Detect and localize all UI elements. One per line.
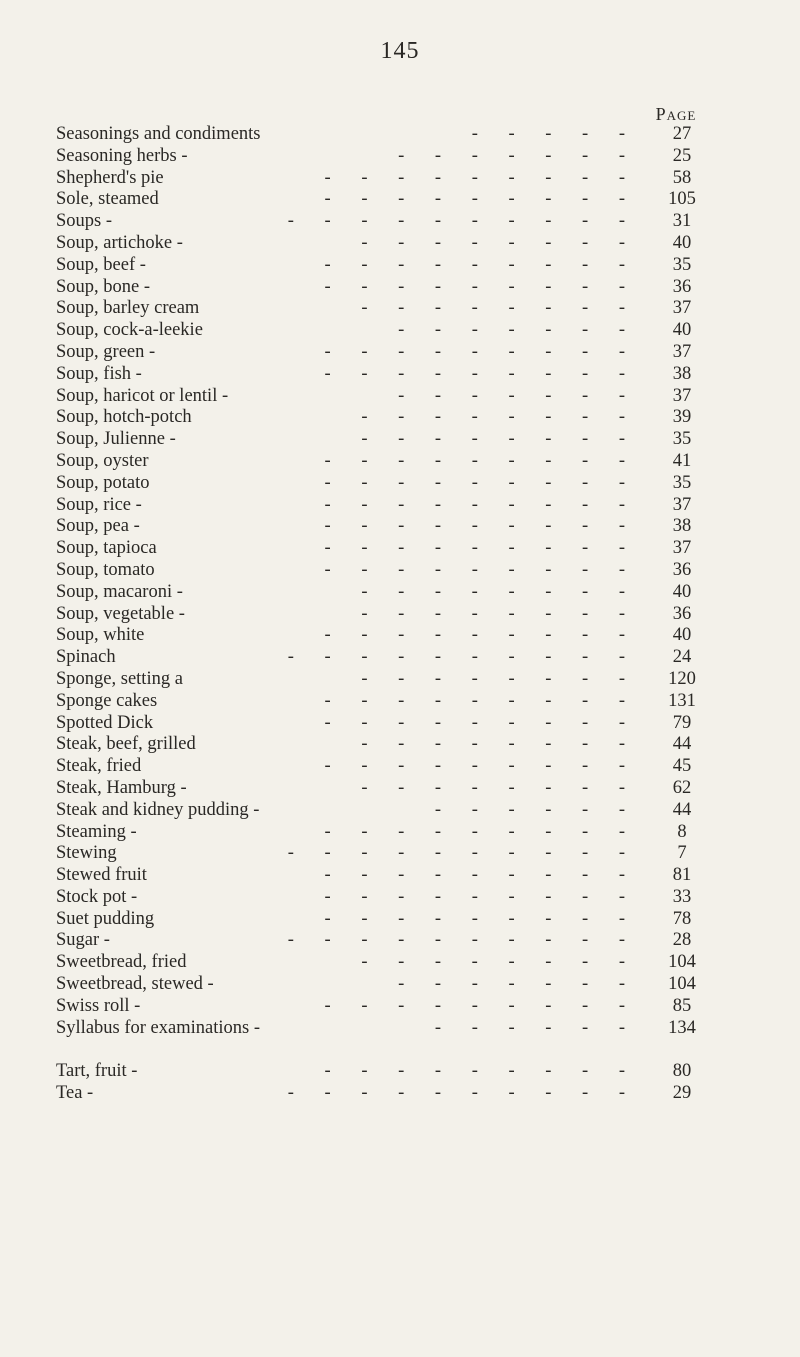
entry-page-number: 37	[672, 385, 692, 406]
entry-page-number: 27	[672, 124, 692, 144]
index-entry	[56, 1018, 716, 1040]
index-entry	[56, 429, 716, 451]
leader-dashes: - - - - - - - - -	[324, 167, 638, 188]
entry-label: Sweetbread, fried	[56, 952, 192, 974]
index-entry	[56, 189, 716, 211]
leader-dashes: - - - - - - -	[398, 145, 638, 166]
index-entry	[56, 233, 716, 255]
index-entry	[56, 211, 716, 233]
entry-label: Spinach	[56, 647, 122, 669]
entry-page-number: 39	[672, 407, 692, 428]
index-entry	[56, 669, 716, 691]
entry-page-number: 44	[672, 799, 692, 820]
entry-label: Steak, Hamburg -	[56, 778, 193, 800]
entry-page-number: 81	[672, 865, 692, 886]
entry-label: Soup, potato	[56, 473, 156, 495]
entry-page-number: 80	[672, 1061, 692, 1082]
entry-page-number: 45	[672, 756, 692, 777]
leader-dashes: - - - - - - - - -	[324, 865, 638, 886]
leader-dashes: - - - - - - - -	[361, 298, 638, 319]
leader-dashes: - - - - - - - - - -	[287, 647, 638, 668]
leader-dashes: - - - - - - - - -	[324, 472, 638, 493]
entry-label: Soup, fish -	[56, 364, 148, 386]
leader-dashes: - - - - - - - -	[361, 603, 638, 624]
entry-page-number: 58	[672, 167, 692, 188]
entry-label: Soup, beef -	[56, 255, 152, 277]
index-entry	[56, 582, 716, 604]
entry-page-number: 35	[672, 472, 692, 493]
entry-label: Soup, white	[56, 625, 150, 647]
entry-page-number: 41	[672, 450, 692, 471]
entry-label: Seasoning herbs -	[56, 146, 194, 168]
index-entry	[56, 691, 716, 713]
index-entry	[56, 625, 716, 647]
entry-page-number: 85	[672, 995, 692, 1016]
index-entry	[56, 822, 716, 844]
leader-dashes: - - - - - - - - -	[324, 559, 638, 580]
leader-dashes: - - - - - - - - - -	[287, 1083, 638, 1104]
index-entry	[56, 386, 716, 408]
entry-page-number: 37	[672, 494, 692, 515]
entry-page-number: 37	[672, 538, 692, 559]
entry-label: Suet pudding	[56, 909, 160, 931]
entry-page-number: 8	[677, 821, 687, 842]
entry-label: Soup, rice -	[56, 495, 148, 517]
index-entry	[56, 124, 716, 146]
entry-page-number: 24	[672, 647, 692, 668]
leader-dashes: - - - - - - - - -	[324, 995, 638, 1016]
leader-dashes: - - - - - - - - - -	[287, 930, 638, 951]
entry-page-number: 25	[672, 145, 692, 166]
leader-dashes: - - - - - - - - -	[324, 821, 638, 842]
index-entry	[56, 974, 716, 996]
entry-page-number: 33	[672, 886, 692, 907]
entry-page-number: 37	[672, 298, 692, 319]
leader-dashes: - - - - - - - - -	[324, 516, 638, 537]
entry-page-number: 44	[672, 734, 692, 755]
entry-page-number: 40	[672, 625, 692, 646]
leader-dashes: - - - - - - - - -	[324, 1061, 638, 1082]
index-entry	[56, 996, 716, 1018]
entry-label: Soup, vegetable -	[56, 604, 191, 626]
index-entry	[56, 560, 716, 582]
index-entry	[56, 909, 716, 931]
leader-dashes: - - - - - - -	[398, 385, 638, 406]
index-entry	[56, 277, 716, 299]
leader-dashes: - - - - - - - - -	[324, 254, 638, 275]
entry-page-number: 36	[672, 603, 692, 624]
entry-label: Tart, fruit -	[56, 1061, 143, 1083]
leader-dashes: - - - - - - - - -	[324, 756, 638, 777]
entry-label: Soup, haricot or lentil -	[56, 386, 234, 408]
entry-label: Soup, tomato	[56, 560, 161, 582]
index-entry	[56, 778, 716, 800]
entry-label: Steak, fried	[56, 756, 147, 778]
page-column-heading: Page	[655, 104, 697, 124]
entry-label: Soup, tapioca	[56, 538, 163, 560]
entry-page-number: 28	[672, 930, 692, 951]
entry-page-number: 35	[672, 429, 692, 450]
entry-label: Steak and kidney pudding -	[56, 800, 265, 822]
leader-dashes: - - - - - - - - -	[324, 341, 638, 362]
entry-label: Steaming -	[56, 822, 143, 844]
leader-dashes: - - - - - - - -	[361, 581, 638, 602]
entry-page-number: 31	[672, 211, 692, 232]
leader-dashes: - - - - - - -	[398, 974, 638, 995]
entry-label: Sweetbread, stewed -	[56, 974, 220, 996]
leader-dashes: - - - - - - - -	[361, 734, 638, 755]
index-entry	[56, 407, 716, 429]
leader-dashes: - - - - - - -	[398, 320, 638, 341]
entry-page-number: 104	[668, 952, 696, 973]
leader-dashes: - - - - - - - -	[361, 952, 638, 973]
leader-dashes: - - - - - -	[434, 1017, 638, 1038]
index-entry	[56, 604, 716, 626]
leader-dashes: - - - - - - - - -	[324, 538, 638, 559]
entry-page-number: 78	[672, 908, 692, 929]
entry-page-number: 29	[672, 1083, 692, 1104]
index-entry	[56, 516, 716, 538]
leader-dashes: - - - - - - - - -	[324, 690, 638, 711]
entry-label: Soup, Julienne -	[56, 429, 182, 451]
section-gap	[56, 1039, 716, 1061]
index-entry	[56, 320, 716, 342]
leader-dashes: - - - - - - - -	[361, 407, 638, 428]
entry-page-number: 40	[672, 232, 692, 253]
entry-label: Soup, hotch-potch	[56, 407, 198, 429]
index-entry	[56, 930, 716, 952]
entry-page-number: 36	[672, 276, 692, 297]
entry-label: Shepherd's pie	[56, 168, 170, 190]
leader-dashes: - - - - - -	[434, 799, 638, 820]
index-entry	[56, 495, 716, 517]
leader-dashes: - - - - - - - - -	[324, 276, 638, 297]
index-entry	[56, 1061, 716, 1083]
entry-page-number: 38	[672, 363, 692, 384]
entry-page-number: 120	[668, 668, 696, 689]
entry-label: Stewed fruit	[56, 865, 153, 887]
index-entry	[56, 298, 716, 320]
entry-page-number: 79	[672, 712, 692, 733]
entry-label: Tea -	[56, 1083, 99, 1105]
leader-dashes: - - - - - - - - - -	[287, 843, 638, 864]
entry-page-number: 40	[672, 320, 692, 341]
entry-label: Sole, steamed	[56, 189, 165, 211]
index-entry	[56, 255, 716, 277]
leader-dashes: - - - - - - - - -	[324, 712, 638, 733]
entry-label: Soup, bone -	[56, 277, 156, 299]
index-entry	[56, 843, 716, 865]
entry-label: Sugar -	[56, 930, 116, 952]
entry-label: Sponge cakes	[56, 691, 163, 713]
index-entry	[56, 342, 716, 364]
leader-dashes: - - - - - - - - -	[324, 886, 638, 907]
entry-page-number: 104	[668, 974, 696, 995]
leader-dashes: - - - - - - - -	[361, 668, 638, 689]
entry-label: Soups -	[56, 211, 118, 233]
entry-label: Sponge, setting a	[56, 669, 189, 691]
page-number: 145	[380, 38, 420, 64]
index-entry	[56, 865, 716, 887]
index-entry	[56, 451, 716, 473]
entry-label: Soup, pea -	[56, 516, 146, 538]
index-entry	[56, 800, 716, 822]
index-entry	[56, 952, 716, 974]
entry-page-number: 134	[668, 1017, 696, 1038]
index-entry	[56, 538, 716, 560]
index-entry	[56, 168, 716, 190]
entry-page-number: 131	[668, 690, 696, 711]
index-entry	[56, 473, 716, 495]
entry-page-number: 35	[672, 254, 692, 275]
entry-label: Soup, oyster	[56, 451, 155, 473]
index-entry	[56, 647, 716, 669]
leader-dashes: - - - - - - - - -	[324, 450, 638, 471]
entry-label: Soup, cock-a-leekie	[56, 320, 209, 342]
leader-dashes: - - - - - - - -	[361, 232, 638, 253]
entry-label: Syllabus for examinations -	[56, 1018, 266, 1040]
index-entry	[56, 713, 716, 735]
entry-page-number: 7	[677, 843, 687, 864]
index-entry	[56, 734, 716, 756]
entry-page-number: 62	[672, 777, 692, 798]
index-entry	[56, 146, 716, 168]
entry-label: Soup, barley cream	[56, 298, 205, 320]
entry-page-number: 40	[672, 581, 692, 602]
leader-dashes: - - - - - - - -	[361, 429, 638, 450]
entry-page-number: 36	[672, 559, 692, 580]
leader-dashes: - - - - - - - - -	[324, 189, 638, 210]
entry-page-number: 105	[668, 189, 696, 210]
leader-dashes: - - - - - - - -	[361, 777, 638, 798]
leader-dashes: - - - - -	[471, 124, 638, 144]
entry-label: Steak, beef, grilled	[56, 734, 202, 756]
leader-dashes: - - - - - - - - -	[324, 494, 638, 515]
leader-dashes: - - - - - - - - -	[324, 625, 638, 646]
index-entry	[56, 364, 716, 386]
entry-label: Stock pot -	[56, 887, 143, 909]
entry-label: Soup, green -	[56, 342, 161, 364]
index-entry	[56, 887, 716, 909]
leader-dashes: - - - - - - - - -	[324, 363, 638, 384]
index-list	[56, 124, 716, 1105]
entry-label: Spotted Dick	[56, 713, 159, 735]
entry-label: Stewing	[56, 843, 123, 865]
entry-label: Soup, artichoke -	[56, 233, 189, 255]
leader-dashes: - - - - - - - - -	[324, 908, 638, 929]
entry-label: Swiss roll -	[56, 996, 146, 1018]
entry-page-number: 37	[672, 341, 692, 362]
entry-label: Seasonings and condiments	[56, 124, 267, 146]
index-entry	[56, 756, 716, 778]
index-entry	[56, 1083, 716, 1105]
entry-page-number: 38	[672, 516, 692, 537]
entry-label: Soup, macaroni -	[56, 582, 189, 604]
leader-dashes: - - - - - - - - - -	[287, 211, 638, 232]
